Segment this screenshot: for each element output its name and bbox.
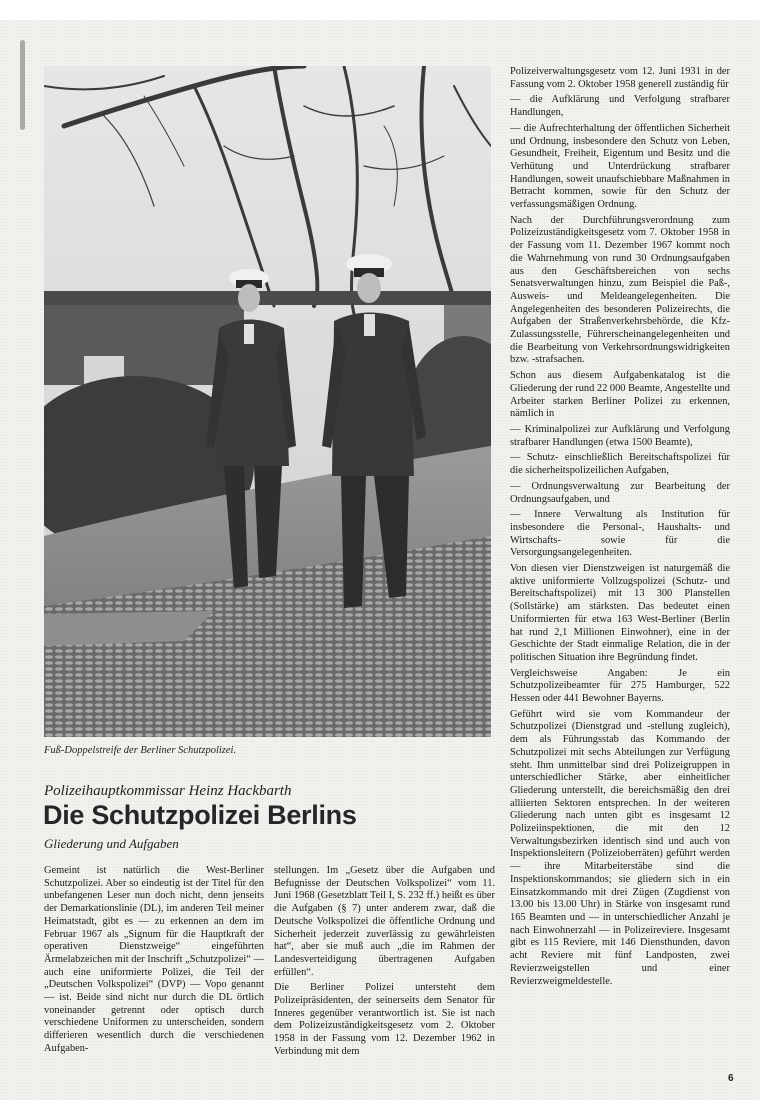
text-column-3 — [510, 66, 730, 991]
paragraph: Gemeint ist natürlich die West-Berliner Schutzpolizei. Aber so eindeutig ist der Titel für den unbefangenen Leser nun doch nicht, denn jenseits der Demarkationslinie (DL), im anderen Teil meiner Heimatstadt, gibt es — zu erkennen an dem im Februar 1967 als „Signum für die Hauptkraft der operativen Dienstzweige“ eingeführten Ärmelabzeichen mit der Inschrift „Schutzpolizei“ — auch eine uniformierte Polizei, die Teil der „Deutschen Volkspolizei“ (DVP) — Vopo genannt — ist. Beide sind nicht nur durch die DL örtlich voneinander getrennt oder optisch durch verschiedene Uniformen zu unterscheiden, sondern differieren wesentlich durch die verschiedenen Aufgaben- — [44, 865, 264, 1054]
list-item: — die Aufklärung und Verfolgung strafbarer Handlungen, — [510, 94, 730, 119]
text-column-2 — [274, 865, 495, 1062]
list-item: — Ordnungsverwaltung zur Bearbeitung der Ordnungsaufgaben, und — [510, 480, 730, 505]
paragraph: stellungen. Im „Gesetz über die Aufgaben und Befugnisse der Deutschen Volkspolizei“ vom 11. Juni 1968 (Gesetzblatt Teil I, S. 232 ff.) heißt es über die Aufgaben (§ 7) unter anderem zwar, daß die Deutsche Volkspolizei die öffentliche Ordnung und Sicherheit jederzeit zuverlässig zu gewährleisten hat“, aber sie muß auch „die im Rahmen der Landesverteidigung übertragenen Aufgaben erfüllen“. — [274, 865, 495, 978]
paragraph: Nach der Durchführungsverordnung zum Polizeizuständigkeitsgesetz vom 7. Oktober 1958 in der Fassung vom 11. Dezember 1967 kommt noch die Wahrnehmung von rund 30 Ordnungsaufgaben aus den Geschäftsbereichen von sechs Senatsverwaltungen hinzu, zum Beispiel die Paß-, Ausweis- und Meldeangelegenheiten. Die Angelegenheiten des besonderen Polizeirechts, die Aufgaben der Straßenverkehrsbehörde, die Kfz-Zulassungsstelle, Führerscheinangelegenheiten und die Bearbeitung von Verkehrsordnungswidrigkeiten bzw. -strafsachen. — [510, 214, 730, 366]
paragraph: Von diesen vier Dienstzweigen ist naturgemäß die aktive uniformierte Vollzugspolizei (Schutz- und Bereitschaftspolizei) mit 13 300 Planstellen (Sollstärke) am stärksten. Das bedeutet einen Uniformierten für etwa 163 West-Berliner (Berlin hat rund 2,1 Millionen Einwohner), eine in der Geschichte der Stadt einmalige Relation, die in der politischen Situation ihre Begründung findet. — [510, 563, 730, 663]
article-subtitle: Gliederung und Aufgaben — [44, 836, 179, 851]
page-number: 6 — [728, 1073, 734, 1084]
article-title: Die Schutzpolizei Berlins — [43, 800, 357, 830]
paragraph: Die Berliner Polizei untersteht dem Polizeipräsidenten, der seinerseits dem Senator für Inneres gegenüber verantwortlich ist. Sie ist nach dem Polizeizuständigkeitsgesetz vom 2. Oktober 1958 in der Fassung vom 12. Dezember 1962 in Verbindung mit dem — [274, 982, 495, 1057]
list-item: — die Aufrechterhaltung der öffentlichen Sicherheit und Ordnung, insbesondere den Schutz von Leben, Gesundheit, Freiheit, Eigentum und Besitz und die Verhütung und Unterdrückung strafbarer Handlungen, soweit unaufschiebbare Maßnahmen in Betracht kommen, sowie für den Schutz der verfassungsmäßigen Ordnung. — [510, 122, 730, 211]
paragraph: Schon aus diesem Aufgabenkatalog ist die Gliederung der rund 22 000 Beamte, Angestellte und Arbeiter starken Berliner Polizei zu erkennen, nämlich in — [510, 370, 730, 420]
paragraph: Vergleichsweise Angaben: Je ein Schutzpolizeibeamter für 275 Hamburger, 522 Hessen oder 441 Bewohner Bayerns. — [510, 667, 730, 705]
text-column-1 — [44, 865, 264, 1059]
paragraph: Geführt wird sie vom Kommandeur der Schutzpolizei (Dienstgrad und -stellung zugleich), dem als Führungsstab das Kommando der Schutzpolizei mit sechs Abteilungen zur Verfügung steht. Ihm unmittelbar sind drei Polizeigruppen in unterschiedlicher Stärke, aber einheitlicher Gliederung unterstellt, die bereichsmäßig den drei alliierten Sektoren entsprechen. In der weiteren Gliederung nach unten gibt es insgesamt 12 Polizeiinspektionen, die mit den 12 Verwaltungsbezirken identisch sind und auch von Inspektionsleitern (Polizeioberräten) geführt werden — ihre Mitarbeiterstäbe sind die Inspektionskommandos; sie gliedern sich in ein Einsatzkommando mit drei Zügen (Zugdienst von 13.00 bis 13.00 Uhr) in Stärke von insgesamt rund 165 Beamten und — in unterschiedlicher Anzahl je nach Einwohnerzahl — in Polizeireviere. Insgesamt gibt es 115 Reviere, mit 146 Diensthunden, davon acht Reviere mit fünf Landposten, zwei Revierzweigstellen und einer Revierzweigmeldestelle. — [510, 708, 730, 987]
photo-caption: Fuß-Doppelstreife der Berliner Schutzpolizei. — [44, 745, 237, 756]
list-item: — Innere Verwaltung als Institution für insbesondere die Personal-, Haushalts- und Wirtschafts- sowie für die Versorgungsangelegenheiten. — [510, 509, 730, 559]
paragraph: Polizeiverwaltungsgesetz vom 12. Juni 1931 in der Fassung vom 2. Oktober 1958 generell zuständig für — [510, 66, 730, 90]
article-author: Polizeihauptkommissar Heinz Hackbarth — [44, 783, 292, 799]
article-photo — [44, 66, 491, 737]
list-item: — Kriminalpolizei zur Aufklärung und Verfolgung strafbarer Handlungen (etwa 1500 Beamte), — [510, 423, 730, 448]
list-item: — Schutz- einschließlich Bereitschaftspolizei für die sicherheitspolizeilichen Aufgaben, — [510, 452, 730, 477]
binding-mark — [20, 40, 25, 130]
police-officers-photo — [44, 66, 491, 737]
